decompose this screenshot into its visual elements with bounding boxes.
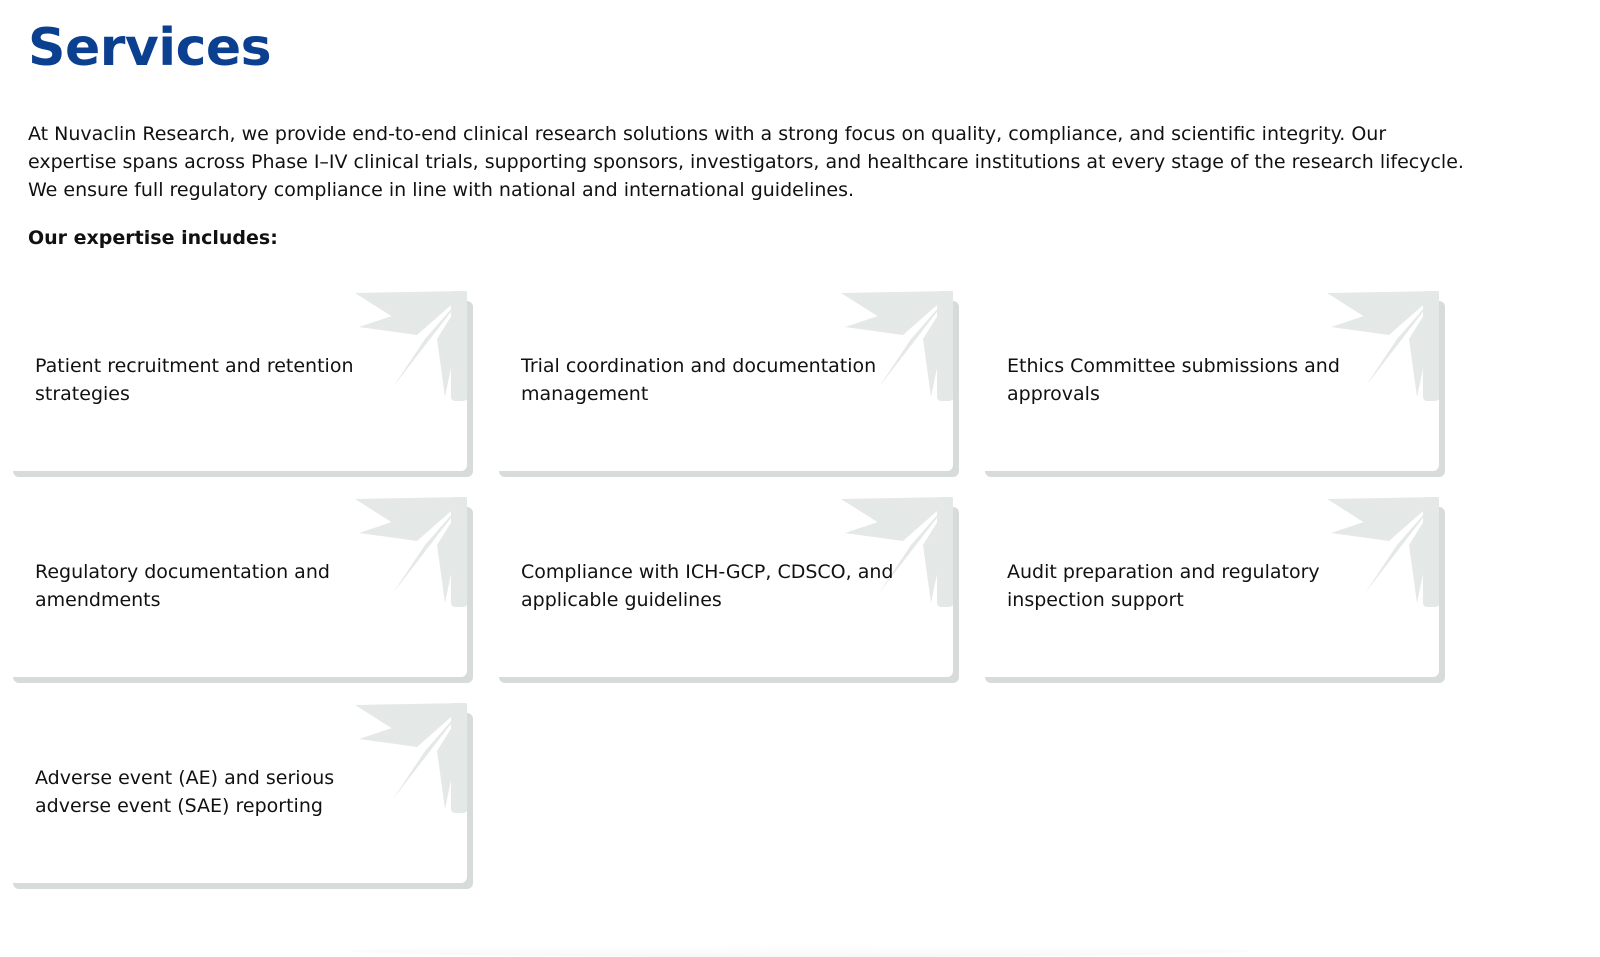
services-section <box>28 0 1488 252</box>
intro-paragraph: At Nuvaclin Research, we provide end-to-end clinical research solutions with a strong focus on quality, compliance, and scientific integrity. Our expertise spans across Phase I–IV clinical trials, supporting sponsors, investigators, and healthcare institutions at every stage of the research lifecycle. We ensure full regulatory compliance in line with national and international guidelines. <box>28 123 1464 201</box>
expertise-card <box>493 501 953 677</box>
expertise-card-grid <box>7 295 1439 883</box>
expertise-card-label: Regulatory documentation and amendments <box>35 561 330 611</box>
expertise-card-label: Compliance with ICH-GCP, CDSCO, and applicable guidelines <box>521 561 894 611</box>
page-title: Services <box>28 18 272 78</box>
expertise-card-label: Adverse event (AE) and serious adverse event (SAE) reporting <box>35 767 335 817</box>
expertise-card <box>7 501 467 677</box>
expertise-card <box>7 707 467 883</box>
expertise-card-label: Trial coordination and documentation management <box>521 355 877 405</box>
expertise-card-label: Ethics Committee submissions and approvals <box>1007 355 1340 405</box>
expertise-card-label: Audit preparation and regulatory inspection support <box>1007 561 1320 611</box>
expertise-card <box>979 295 1439 471</box>
expertise-card <box>7 295 467 471</box>
section-divider-shadow <box>350 945 1250 957</box>
expertise-heading: Our expertise includes: <box>28 227 278 249</box>
expertise-card <box>979 501 1439 677</box>
expertise-card-label: Patient recruitment and retention strategies <box>35 355 354 405</box>
expertise-card <box>493 295 953 471</box>
